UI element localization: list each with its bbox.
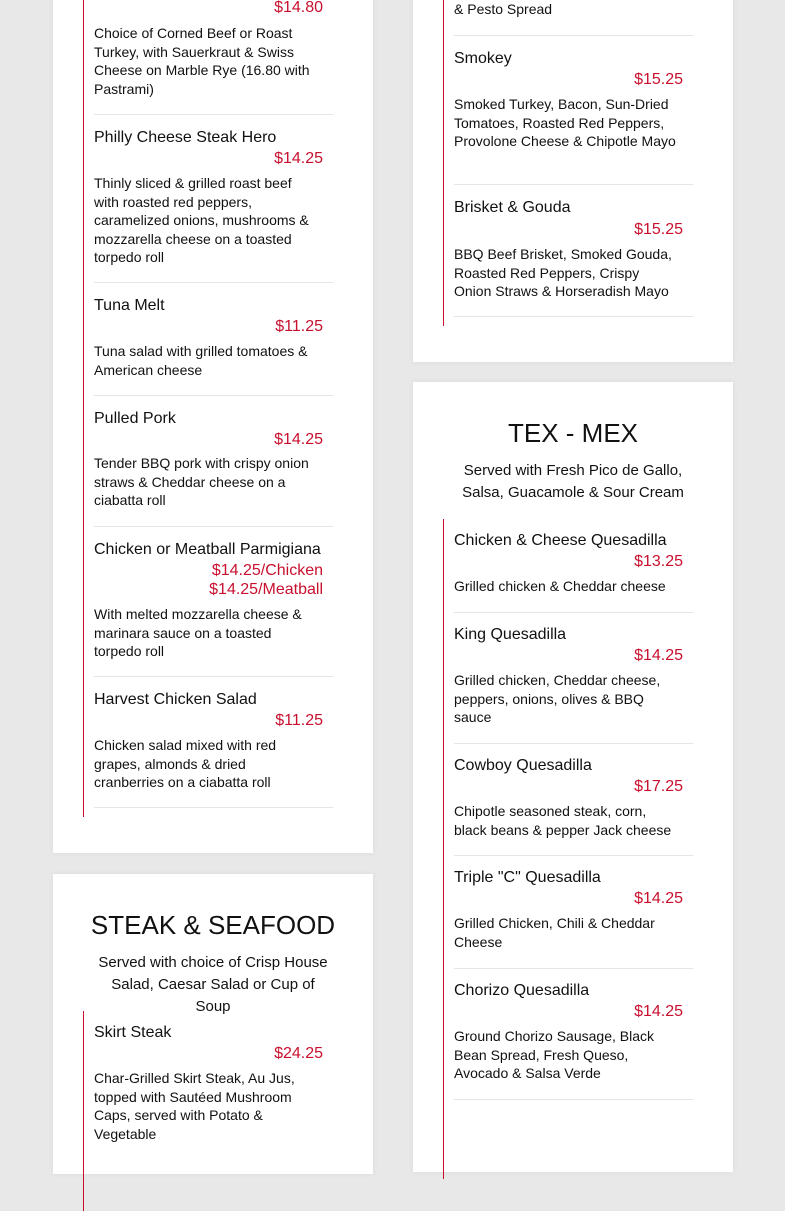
item-description: & Pesto Spread xyxy=(454,1,553,17)
item-name: Tuna Melt xyxy=(94,297,165,314)
item-description: Grilled chicken, Cheddar cheese, peppers, onions, olives & BBQ sauce xyxy=(454,672,661,725)
menu-item xyxy=(94,1011,333,1211)
item-name: Chicken & Cheese Quesadilla xyxy=(454,532,667,549)
item-price: $13.25 xyxy=(634,553,683,570)
item-description: Tuna salad with grilled tomatoes & American cheese xyxy=(94,343,308,378)
section-title: TEX - MEX xyxy=(507,418,638,448)
item-description: Char-Grilled Skirt Steak, Au Jus, topped with Sautéed Mushroom Caps, served with Potato & Vegetable xyxy=(94,1070,295,1142)
item-description: Grilled chicken & Cheddar cheese xyxy=(454,578,666,594)
item-name: King Quesadilla xyxy=(454,626,567,643)
item-name: Triple "C" Quesadilla xyxy=(454,869,601,886)
item-price: $15.25 xyxy=(634,221,683,238)
item-price: $14.25 xyxy=(634,1003,683,1020)
item-list xyxy=(83,0,334,817)
item-name: Chicken or Meatball Parmigiana xyxy=(94,541,321,558)
menu-card-steak-seafood xyxy=(53,874,373,1174)
item-description: Grilled Chicken, Chili & Cheddar Cheese xyxy=(454,915,655,950)
item-description: With melted mozzarella cheese & marinara sauce on a toasted torpedo roll xyxy=(94,606,302,659)
item-description: Smoked Turkey, Bacon, Sun-Dried Tomatoes, Roasted Red Peppers, Provolone Cheese & Chipotle Mayo xyxy=(454,96,676,149)
item-description: Chicken salad mixed with red grapes, almonds & dried cranberries on a ciabatta roll xyxy=(94,737,277,790)
item-name: Chorizo Quesadilla xyxy=(454,982,590,999)
item-price: $14.25 xyxy=(634,890,683,907)
menu-item xyxy=(454,0,693,36)
item-price: $24.25 xyxy=(274,1045,323,1062)
menu-item xyxy=(94,282,333,396)
item-description: Ground Chorizo Sausage, Black Bean Spread, Fresh Queso, Avocado & Salsa Verde xyxy=(454,1028,654,1081)
item-list xyxy=(443,0,694,326)
item-description: Chipotle seasoned steak, corn, black beans & pepper Jack cheese xyxy=(454,803,672,838)
item-name: Pulled Pork xyxy=(94,410,176,427)
item-price: $11.25 xyxy=(275,712,323,729)
item-list xyxy=(83,1011,334,1211)
item-name: Philly Cheese Steak Hero xyxy=(94,129,277,146)
item-price: $14.80 xyxy=(274,0,323,16)
menu-card-tex-mex xyxy=(413,382,733,1172)
item-price: $14.25/Chicken xyxy=(211,562,323,579)
menu-item xyxy=(454,743,693,856)
menu-item xyxy=(454,612,693,744)
item-name: Skirt Steak xyxy=(94,1024,172,1041)
menu-item xyxy=(94,676,333,808)
item-price: $14.25 xyxy=(634,647,683,664)
item-price: $14.25 xyxy=(274,150,323,167)
item-price: $15.25 xyxy=(634,71,683,88)
menu-card-sandwiches-right xyxy=(413,0,733,362)
item-description: Choice of Corned Beef or Roast Turkey, with Sauerkraut & Swiss Cheese on Marble Rye (16.80 with Pastrami) xyxy=(94,25,310,97)
item-list xyxy=(443,519,694,1179)
menu-item xyxy=(454,519,693,613)
menu-item xyxy=(94,395,333,527)
item-price: $11.25 xyxy=(275,318,323,335)
menu-card-sandwiches-left xyxy=(53,0,373,853)
menu-item xyxy=(454,35,693,185)
menu-item xyxy=(94,0,333,115)
menu-item xyxy=(94,114,333,283)
item-description: BBQ Beef Brisket, Smoked Gouda, Roasted Red Peppers, Crispy Onion Straws & Horseradish Mayo xyxy=(454,246,672,299)
item-price: $17.25 xyxy=(634,778,683,795)
menu-item xyxy=(454,855,693,969)
section-subtitle: Served with Fresh Pico de Gallo, Salsa, Guacamole & Sour Cream xyxy=(462,462,684,501)
item-name: Harvest Chicken Salad xyxy=(94,691,257,708)
item-description: Thinly sliced & grilled roast beef with roasted red peppers, caramelized onions, mushrooms & mozzarella cheese on a toasted torpedo roll xyxy=(94,175,309,265)
item-description: Tender BBQ pork with crispy onion straws & Cheddar cheese on a ciabatta roll xyxy=(94,455,309,508)
item-name: Brisket & Gouda xyxy=(454,199,571,216)
section-title: STEAK & SEAFOOD xyxy=(90,910,336,940)
section-subtitle: Served with choice of Crisp House Salad, Caesar Salad or Cup of Soup xyxy=(98,954,328,1015)
item-name: Cowboy Quesadilla xyxy=(454,757,592,774)
item-price: $14.25 xyxy=(274,431,323,448)
item-price-secondary: $14.25/Meatball xyxy=(209,581,323,598)
menu-item xyxy=(454,968,693,1100)
item-name: Smokey xyxy=(454,50,512,67)
menu-item xyxy=(94,526,333,677)
menu-item xyxy=(454,184,693,317)
